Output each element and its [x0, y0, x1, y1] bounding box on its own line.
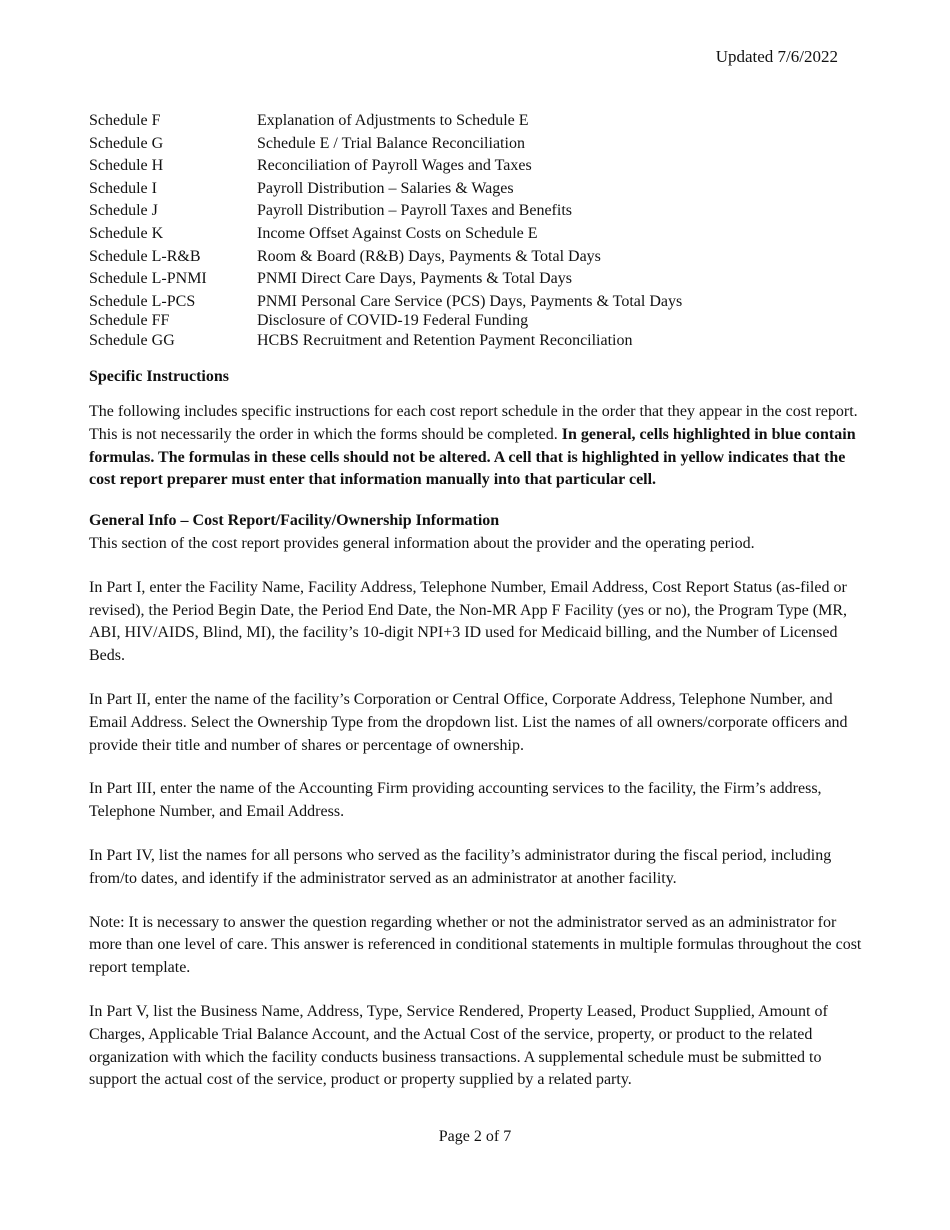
schedule-row — [89, 135, 682, 158]
schedule-description: Payroll Distribution – Payroll Taxes and Benefits — [257, 202, 572, 220]
schedule-code: Schedule L-R&B — [89, 247, 201, 265]
schedule-code: Schedule J — [89, 202, 158, 220]
schedule-row — [89, 332, 682, 352]
schedule-list — [89, 112, 682, 351]
schedule-code: Schedule I — [89, 179, 157, 197]
schedule-description: Schedule E / Trial Balance Reconciliation — [257, 134, 525, 152]
specific-instructions-heading: Specific Instructions — [89, 368, 229, 386]
schedule-description: Payroll Distribution – Salaries & Wages — [257, 179, 514, 197]
general-info-intro: This section of the cost report provides general information about the provider and the operating period. — [89, 535, 755, 553]
paragraph-part-3: In Part III, enter the name of the Accounting Firm providing accounting services to the facility, the Firm’s address, Telephone Number, and Email Address. — [89, 780, 822, 821]
schedule-description: Room & Board (R&B) Days, Payments & Total Days — [257, 247, 601, 265]
schedule-row — [89, 248, 682, 271]
paragraph-part-5: In Part V, list the Business Name, Address, Type, Service Rendered, Property Leased, Product Supplied, Amount of Charges, Applicable Trial Balance Account, and the Actual Cost of the service, property, or product to the related organization with which the facility conducts business transactions. A supplemental schedule must be submitted to support the actual cost of the service, product or property supplied by a related party. — [89, 1002, 828, 1089]
general-info-heading: General Info – Cost Report/Facility/Ownership Information — [89, 512, 500, 530]
updated-date: Updated 7/6/2022 — [715, 47, 838, 66]
schedule-description: HCBS Recruitment and Retention Payment Reconciliation — [257, 331, 633, 349]
schedule-code: Schedule K — [89, 224, 164, 242]
intro-text: The following includes specific instructions for each cost report schedule in the order that they appear in the cost report. This is not necessarily the order in which the forms should be completed. — [89, 403, 858, 443]
schedule-description: Explanation of Adjustments to Schedule E — [257, 112, 529, 129]
schedule-description: PNMI Direct Care Days, Payments & Total Days — [257, 270, 572, 288]
schedule-code: Schedule GG — [89, 331, 175, 349]
schedule-row — [89, 312, 682, 332]
schedule-code: Schedule FF — [89, 312, 170, 330]
schedule-description: Disclosure of COVID-19 Federal Funding — [257, 312, 529, 330]
page-content — [89, 112, 864, 1092]
paragraph-note: Note: It is necessary to answer the question regarding whether or not the administrator served as an administrator for more than one level of care. This answer is referenced in conditional statements in multiple formulas throughout the cost report template. — [89, 913, 862, 977]
schedule-row — [89, 157, 682, 180]
paragraph-part-2: In Part II, enter the name of the facility’s Corporation or Central Office, Corporate Address, Telephone Number, and Email Address. Select the Ownership Type from the dropdown list. List the names of all owners/corporate officers and provide their title and number of shares or percentage of ownership. — [89, 691, 848, 754]
schedule-row — [89, 202, 682, 225]
schedule-code: Schedule G — [89, 134, 164, 152]
schedule-row — [89, 180, 682, 203]
schedule-code: Schedule L-PCS — [89, 292, 196, 310]
schedule-code: Schedule L-PNMI — [89, 270, 207, 288]
intro-highlight-note: In general, cells highlighted in blue contain formulas. The formulas in these cells should not be altered. A cell that is highlighted in yellow indicates that the cost report preparer must enter that information manually into that particular cell. — [89, 425, 856, 489]
schedule-row — [89, 270, 682, 293]
schedule-description: Reconciliation of Payroll Wages and Taxes — [257, 157, 532, 175]
schedule-code: Schedule H — [89, 157, 164, 175]
schedule-code: Schedule F — [89, 112, 161, 129]
paragraph-part-1: In Part I, enter the Facility Name, Facility Address, Telephone Number, Email Address, Cost Report Status (as-filed or revised), the Period Begin Date, the Period End Date, the Non-MR App F Facility (yes or no), the Program Type (MR, ABI, HIV/AIDS, Blind, MI), the facility’s 10-digit NPI+3 ID used for Medicaid billing, and the Number of Licensed Beds. — [89, 578, 848, 665]
schedule-description: PNMI Personal Care Service (PCS) Days, Payments & Total Days — [257, 292, 683, 310]
specific-instructions-intro — [89, 401, 864, 492]
paragraph-part-4: In Part IV, list the names for all persons who served as the facility’s administrator during the fiscal period, including from/to dates, and identify if the administrator served as an administrator at another facility. — [89, 847, 832, 887]
schedule-description: Income Offset Against Costs on Schedule E — [257, 224, 538, 242]
schedule-row — [89, 112, 682, 135]
page-number: Page 2 of 7 — [438, 1128, 512, 1145]
schedule-row — [89, 225, 682, 248]
schedule-row — [89, 293, 682, 313]
